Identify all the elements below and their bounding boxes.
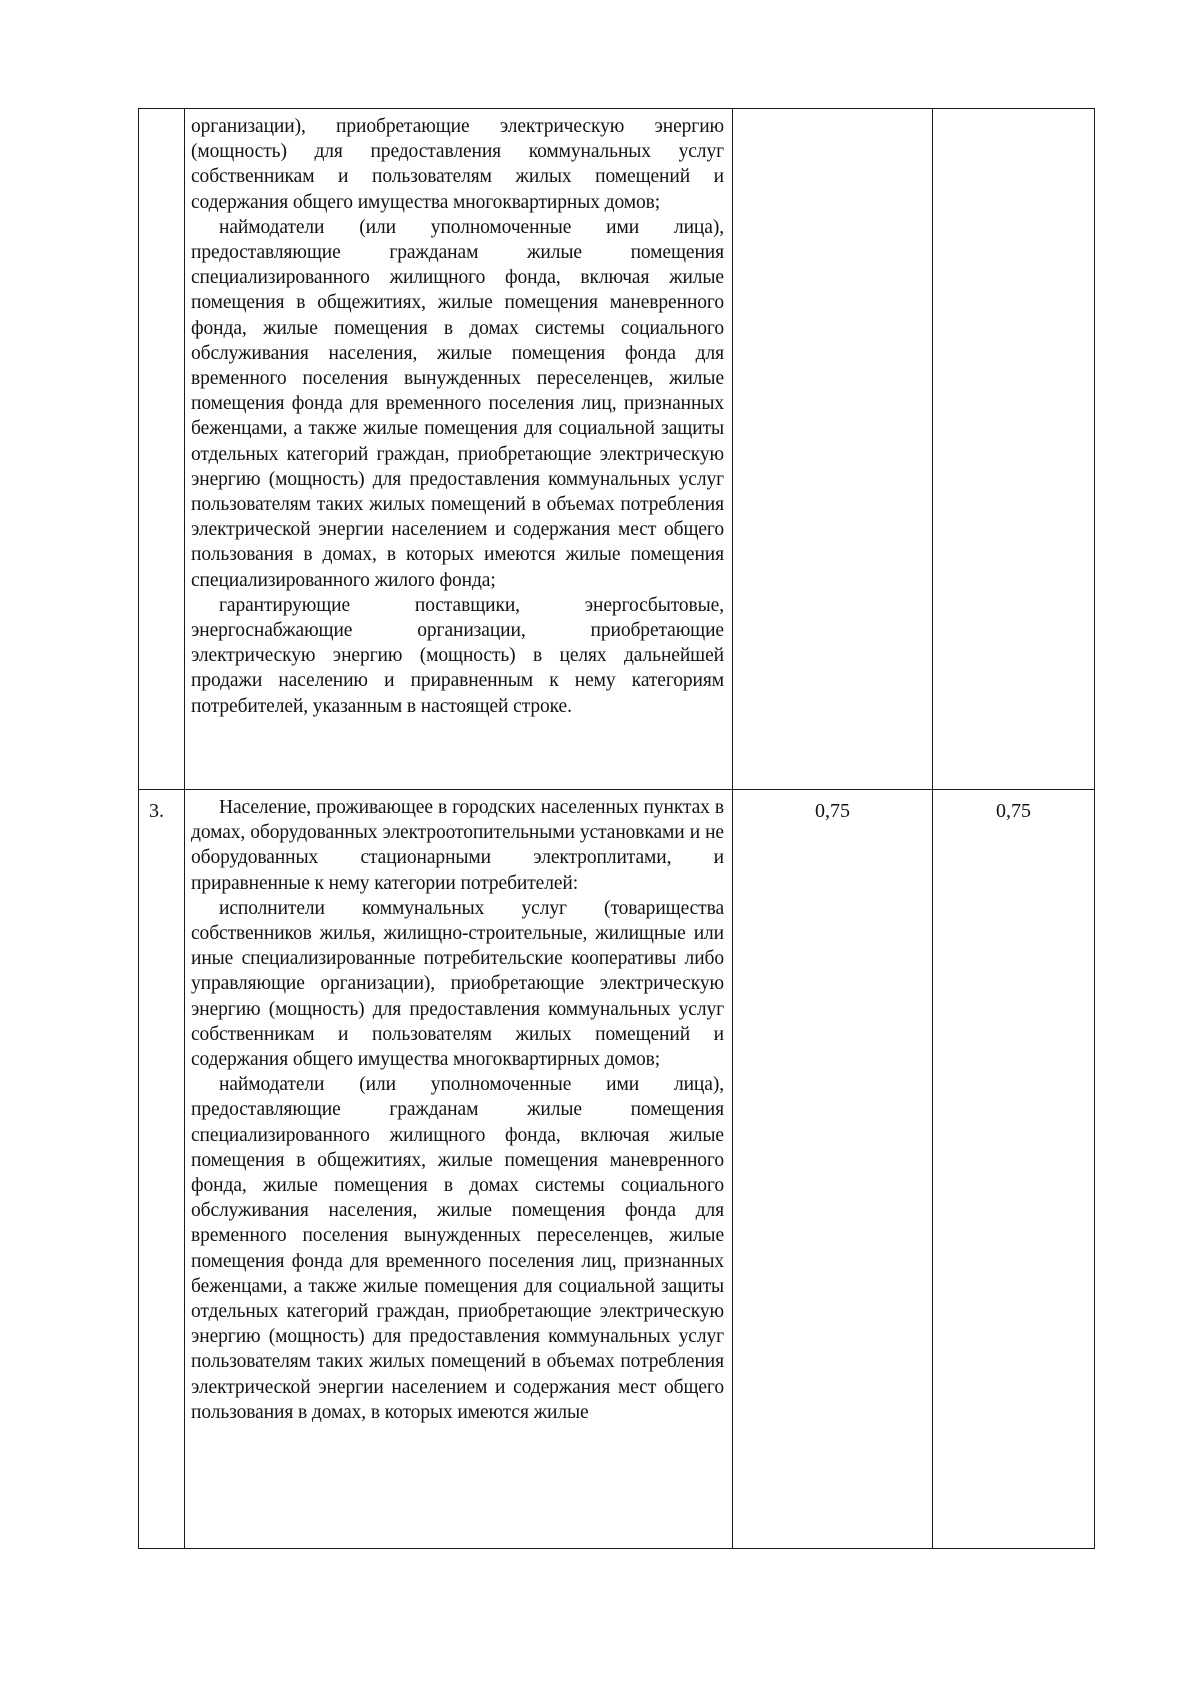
value-2 <box>933 109 1094 117</box>
table-row <box>139 109 1095 790</box>
paragraph: наймодатели (или уполномоченные ими лица), предоставляющие гражданам жилые помещения специализированного жилищного фонда, включая жилые помещения в общежитиях, жилые помещения маневренного фонда, жилые помещения в домах системы социального обслуживания населения, жилые помещения фонда для временного поселения вынужденных переселенцев, жилые помещения фонда для временного поселения лиц, признанных беженцами, а также жилые помещения для социальной защиты отдельных категорий граждан, приобретающие электрическую энергию (мощность) для предоставления коммунальных услуг пользователям таких жилых помещений в объемах потребления электрической энергии населением и содержания мест общего пользования в домах, в которых имеются жилые помещения специализированного жилого фонда; <box>191 216 724 591</box>
description-cell <box>185 109 733 790</box>
tariff-table <box>138 108 1095 1549</box>
description-cell <box>185 790 733 1549</box>
row-number-cell <box>139 790 185 1549</box>
value-cell-2 <box>933 790 1095 1549</box>
row-number-cell <box>139 109 185 790</box>
value-cell-1 <box>733 790 933 1549</box>
row-number <box>139 109 184 117</box>
paragraph: Население, проживающее в городских населенных пунктах в домах, оборудованных электроотопительными установками и не оборудованных стационарными электроплитами, и приравненные к нему категории потребителей: <box>191 797 724 894</box>
paragraph: гарантирующие поставщики, энергосбытовые, энергоснабжающие организации, приобретающие электрическую энергию (мощность) в целях дальнейшей продажи населению и приравненным к нему категориям потребителей, указанным в настоящей строке. <box>191 594 724 717</box>
paragraph: исполнители коммунальных услуг (товарищества собственников жилья, жилищно-строительные, жилищные или иные специализированные потребительские кооперативы либо управляющие организации), приобретающие электрическую энергию (мощность) для предоставления коммунальных услуг собственникам и пользователям жилых помещений и содержания общего имущества многоквартирных домов; <box>191 897 724 1071</box>
value-2: 0,75 <box>996 800 1031 822</box>
description-text <box>185 109 732 725</box>
table-row <box>139 790 1095 1549</box>
value-1 <box>733 109 932 117</box>
value-cell-2 <box>933 109 1095 790</box>
description-text <box>185 790 732 1431</box>
paragraph: организации), приобретающие электрическую энергию (мощность) для предоставления коммунальных услуг собственникам и пользователям жилых помещений и содержания общего имущества многоквартирных домов; <box>191 116 724 213</box>
row-number: 3. <box>149 800 164 822</box>
value-1: 0,75 <box>815 800 850 822</box>
paragraph: наймодатели (или уполномоченные ими лица), предоставляющие гражданам жилые помещения специализированного жилищного фонда, включая жилые помещения в общежитиях, жилые помещения маневренного фонда, жилые помещения в домах системы социального обслуживания населения, жилые помещения фонда для временного поселения вынужденных переселенцев, жилые помещения фонда для временного поселения лиц, признанных беженцами, а также жилые помещения для социальной защиты отдельных категорий граждан, приобретающие электрическую энергию (мощность) для предоставления коммунальных услуг пользователям таких жилых помещений в объемах потребления электрической энергии населением и содержания мест общего пользования в домах, в которых имеются жилые <box>191 1074 724 1423</box>
value-cell-1 <box>733 109 933 790</box>
